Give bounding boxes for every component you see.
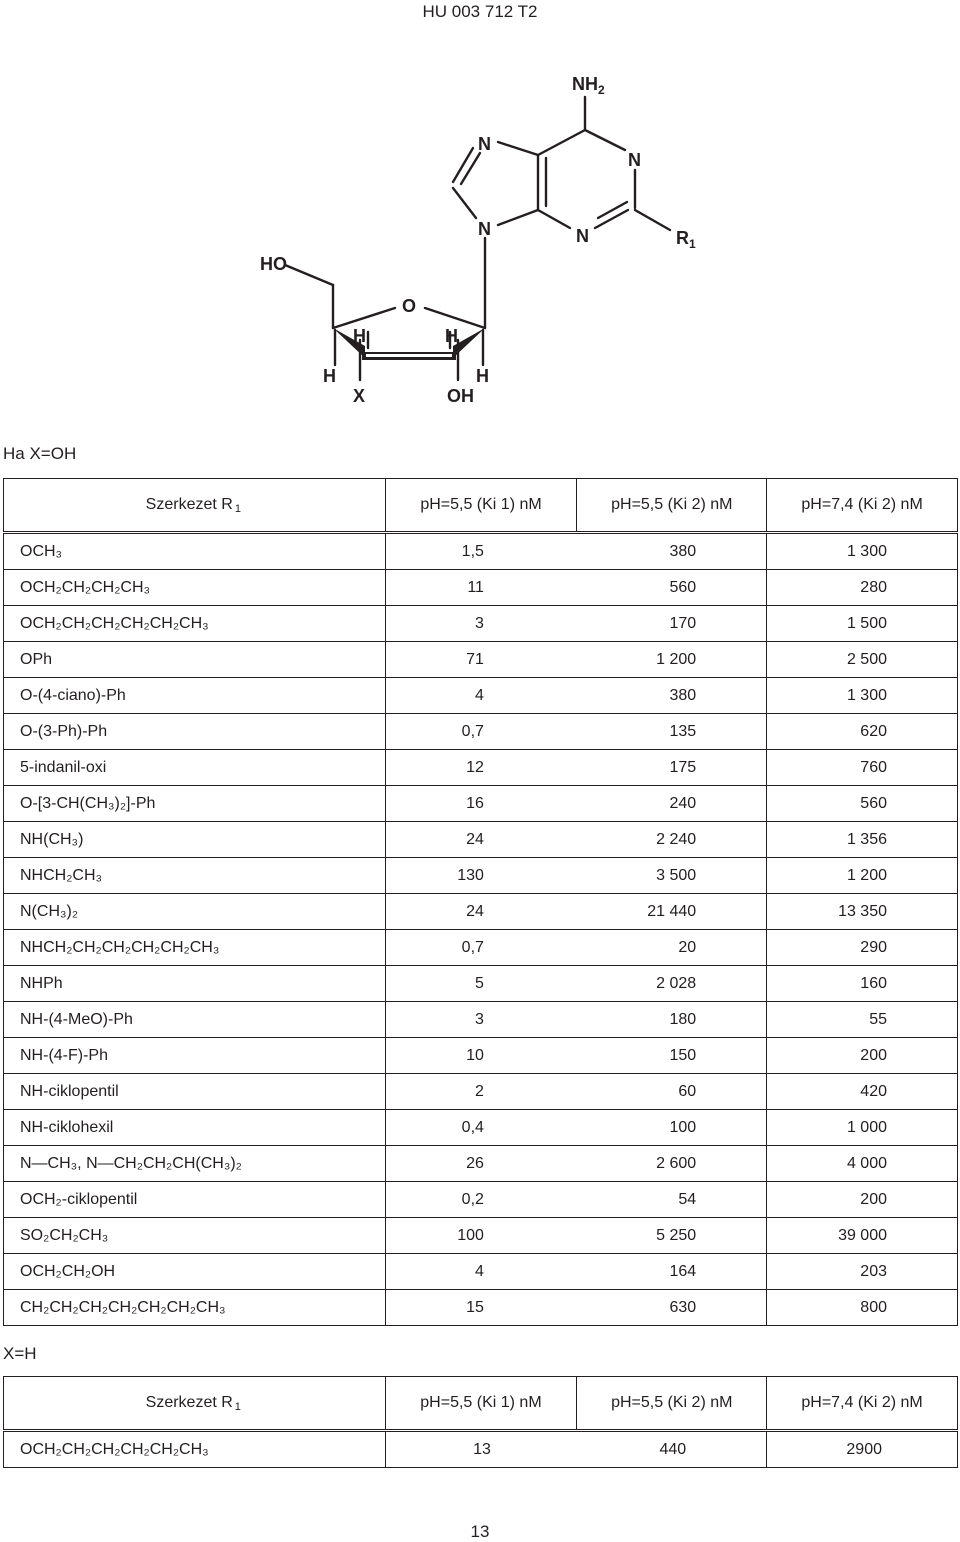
ki2-ph55-cell: 180 [577, 1002, 767, 1038]
table-row [4, 642, 958, 678]
binding-table-x-oh [3, 478, 958, 1326]
ki2-ph55-cell: 100 [577, 1110, 767, 1146]
table-row [4, 1431, 958, 1468]
ki2-ph55-cell: 2 028 [577, 966, 767, 1002]
ki1-ph55-cell: 0,7 [385, 714, 577, 750]
ki1-ph55-cell: 11 [385, 570, 577, 606]
substituent-cell: O-[3-CH(CH₃)₂]-Ph [4, 786, 386, 822]
substituent-cell: OCH₂CH₂CH₂CH₃ [4, 570, 386, 606]
table-row [4, 1146, 958, 1182]
ki2-ph74-cell: 290 [767, 930, 958, 966]
ki2-ph55-cell: 380 [577, 678, 767, 714]
ki1-ph55-cell: 10 [385, 1038, 577, 1074]
section-heading-x-oh: Ha X=OH [3, 444, 77, 463]
ki1-ph55-cell: 12 [385, 750, 577, 786]
r1-label: R [676, 228, 689, 248]
ki2-ph74-cell: 2900 [767, 1431, 958, 1468]
substituent-cell: NH-(4-F)-Ph [4, 1038, 386, 1074]
ki2-ph55-cell: 2 240 [577, 822, 767, 858]
ki1-ph55-cell: 16 [385, 786, 577, 822]
ki1-ph55-cell: 15 [385, 1290, 577, 1326]
substituent-cell: OCH₂CH₂CH₂CH₂CH₂CH₃ [4, 1431, 386, 1468]
substituent-cell: NH(CH₃) [4, 822, 386, 858]
table-row [4, 606, 958, 642]
ki2-ph74-cell: 4 000 [767, 1146, 958, 1182]
svg-text:NH2 [572, 74, 605, 97]
ki1-ph55-cell: 24 [385, 894, 577, 930]
ki1-ph55-cell: 71 [385, 642, 577, 678]
table-row [4, 966, 958, 1002]
ki1-ph55-cell: 130 [385, 858, 577, 894]
ki2-ph55-cell: 135 [577, 714, 767, 750]
r1-subscript: 1 [689, 237, 696, 251]
table-row [4, 822, 958, 858]
ki2-ph74-cell: 280 [767, 570, 958, 606]
substituent-cell: NHCH₂CH₂CH₂CH₂CH₂CH₃ [4, 930, 386, 966]
column-header-ki2-ph74: pH=7,4 (Ki 2) nM [767, 479, 958, 533]
table-row [4, 858, 958, 894]
ki2-ph74-cell: 200 [767, 1182, 958, 1218]
column-header-ki1-ph55: pH=5,5 (Ki 1) nM [385, 479, 577, 533]
ki2-ph74-cell: 160 [767, 966, 958, 1002]
table-row [4, 678, 958, 714]
table-row [4, 533, 958, 570]
ki1-ph55-cell: 100 [385, 1218, 577, 1254]
ki2-ph55-cell: 20 [577, 930, 767, 966]
table-row [4, 1218, 958, 1254]
table-row [4, 1290, 958, 1326]
ki2-ph74-cell: 2 500 [767, 642, 958, 678]
ki2-ph74-cell: 39 000 [767, 1218, 958, 1254]
nh2-subscript: 2 [598, 83, 605, 97]
substituent-cell: OPh [4, 642, 386, 678]
table-row [4, 1038, 958, 1074]
ki2-ph55-cell: 164 [577, 1254, 767, 1290]
table-row [4, 894, 958, 930]
substituent-cell: O-(4-ciano)-Ph [4, 678, 386, 714]
oh-label: OH [447, 386, 474, 406]
ki1-ph55-cell: 2 [385, 1074, 577, 1110]
table-row [4, 1074, 958, 1110]
ki1-ph55-cell: 0,2 [385, 1182, 577, 1218]
substituent-cell: OCH₂CH₂CH₂CH₂CH₂CH₃ [4, 606, 386, 642]
ki2-ph74-cell: 1 000 [767, 1110, 958, 1146]
substituent-cell: NHPh [4, 966, 386, 1002]
nh2-label: NH [572, 74, 598, 94]
x-substituent-label: X [353, 386, 366, 406]
ki2-ph55-cell: 3 500 [577, 858, 767, 894]
h-outer-right-label: H [476, 366, 489, 386]
table-header-row [4, 479, 958, 533]
h-outer-left-label: H [323, 366, 336, 386]
substituent-cell: NH-ciklohexil [4, 1110, 386, 1146]
n3-label: N [576, 226, 589, 246]
table-row [4, 1254, 958, 1290]
binding-table-x-h [3, 1376, 958, 1468]
n1-label: N [628, 150, 641, 170]
table-row [4, 750, 958, 786]
substituent-cell: NH-(4-MeO)-Ph [4, 1002, 386, 1038]
ki1-ph55-cell: 3 [385, 606, 577, 642]
ki1-ph55-cell: 3 [385, 1002, 577, 1038]
ki1-ph55-cell: 5 [385, 966, 577, 1002]
substituent-cell: SO₂CH₂CH₃ [4, 1218, 386, 1254]
svg-text:R1 [676, 228, 696, 251]
ki2-ph55-cell: 240 [577, 786, 767, 822]
ki1-ph55-cell: 4 [385, 678, 577, 714]
substituent-cell: NH-ciklopentil [4, 1074, 386, 1110]
substituent-cell: N(CH₃)₂ [4, 894, 386, 930]
column-header-ki2-ph74: pH=7,4 (Ki 2) nM [767, 1377, 958, 1431]
ki1-ph55-cell: 1,5 [385, 533, 577, 570]
substituent-cell: 5-indanil-oxi [4, 750, 386, 786]
substituent-cell: O-(3-Ph)-Ph [4, 714, 386, 750]
table-row [4, 1110, 958, 1146]
ring-oxygen-label: O [402, 296, 417, 316]
ki2-ph74-cell: 420 [767, 1074, 958, 1110]
ki2-ph55-cell: 1 200 [577, 642, 767, 678]
page-number: 13 [470, 1522, 490, 1541]
table-row [4, 714, 958, 750]
table-row [4, 1002, 958, 1038]
table-row [4, 930, 958, 966]
ki2-ph55-cell: 150 [577, 1038, 767, 1074]
ki2-ph55-cell: 630 [577, 1290, 767, 1326]
ki2-ph74-cell: 1 300 [767, 678, 958, 714]
ki2-ph55-cell: 54 [577, 1182, 767, 1218]
ki2-ph74-cell: 1 500 [767, 606, 958, 642]
ki2-ph74-cell: 200 [767, 1038, 958, 1074]
substituent-cell: NHCH₂CH₃ [4, 858, 386, 894]
ki2-ph74-cell: 560 [767, 786, 958, 822]
column-header-structure: Szerkezet R $_1$ [4, 1377, 386, 1431]
ki2-ph55-cell: 380 [577, 533, 767, 570]
ki1-ph55-cell: 13 [385, 1431, 577, 1468]
column-header-ki2-ph55: pH=5,5 (Ki 2) nM [577, 479, 767, 533]
ki1-ph55-cell: 0,7 [385, 930, 577, 966]
ki2-ph74-cell: 203 [767, 1254, 958, 1290]
ho-label: HO [260, 254, 287, 274]
ki2-ph74-cell: 1 200 [767, 858, 958, 894]
section-heading-x-h: X=H [3, 1344, 37, 1363]
n9-label: N [478, 219, 491, 239]
ki2-ph74-cell: 800 [767, 1290, 958, 1326]
substituent-cell: OCH₂-ciklopentil [4, 1182, 386, 1218]
ki2-ph74-cell: 13 350 [767, 894, 958, 930]
ki2-ph55-cell: 60 [577, 1074, 767, 1110]
ki2-ph74-cell: 1 300 [767, 533, 958, 570]
column-header-structure: Szerkezet R $_1$ [4, 479, 386, 533]
ki2-ph55-cell: 2 600 [577, 1146, 767, 1182]
substituent-cell: OCH₂CH₂OH [4, 1254, 386, 1290]
h-left-label: H [353, 326, 366, 346]
ki2-ph55-cell: 170 [577, 606, 767, 642]
ki2-ph55-cell: 175 [577, 750, 767, 786]
ki1-ph55-cell: 4 [385, 1254, 577, 1290]
ki2-ph55-cell: 440 [577, 1431, 767, 1468]
substituent-cell: N—CH₃, N—CH₂CH₂CH(CH₃)₂ [4, 1146, 386, 1182]
document-number-header: HU 003 712 T2 [422, 2, 538, 21]
ki2-ph55-cell: 21 440 [577, 894, 767, 930]
substituent-cell: CH₂CH₂CH₂CH₂CH₂CH₂CH₃ [4, 1290, 386, 1326]
ki2-ph74-cell: 1 356 [767, 822, 958, 858]
ki2-ph55-cell: 5 250 [577, 1218, 767, 1254]
substituent-cell: OCH₃ [4, 533, 386, 570]
h-right-label: H [445, 326, 458, 346]
table-row [4, 786, 958, 822]
ki1-ph55-cell: 0,4 [385, 1110, 577, 1146]
table-row [4, 570, 958, 606]
ki1-ph55-cell: 26 [385, 1146, 577, 1182]
ki2-ph55-cell: 560 [577, 570, 767, 606]
ki2-ph74-cell: 55 [767, 1002, 958, 1038]
ki2-ph74-cell: 620 [767, 714, 958, 750]
ki1-ph55-cell: 24 [385, 822, 577, 858]
nucleoside-structure-diagram [240, 60, 720, 420]
ki2-ph74-cell: 760 [767, 750, 958, 786]
n7-label: N [478, 134, 491, 154]
table-row [4, 1182, 958, 1218]
table-header-row [4, 1377, 958, 1431]
column-header-ki1-ph55: pH=5,5 (Ki 1) nM [385, 1377, 577, 1431]
column-header-ki2-ph55: pH=5,5 (Ki 2) nM [577, 1377, 767, 1431]
